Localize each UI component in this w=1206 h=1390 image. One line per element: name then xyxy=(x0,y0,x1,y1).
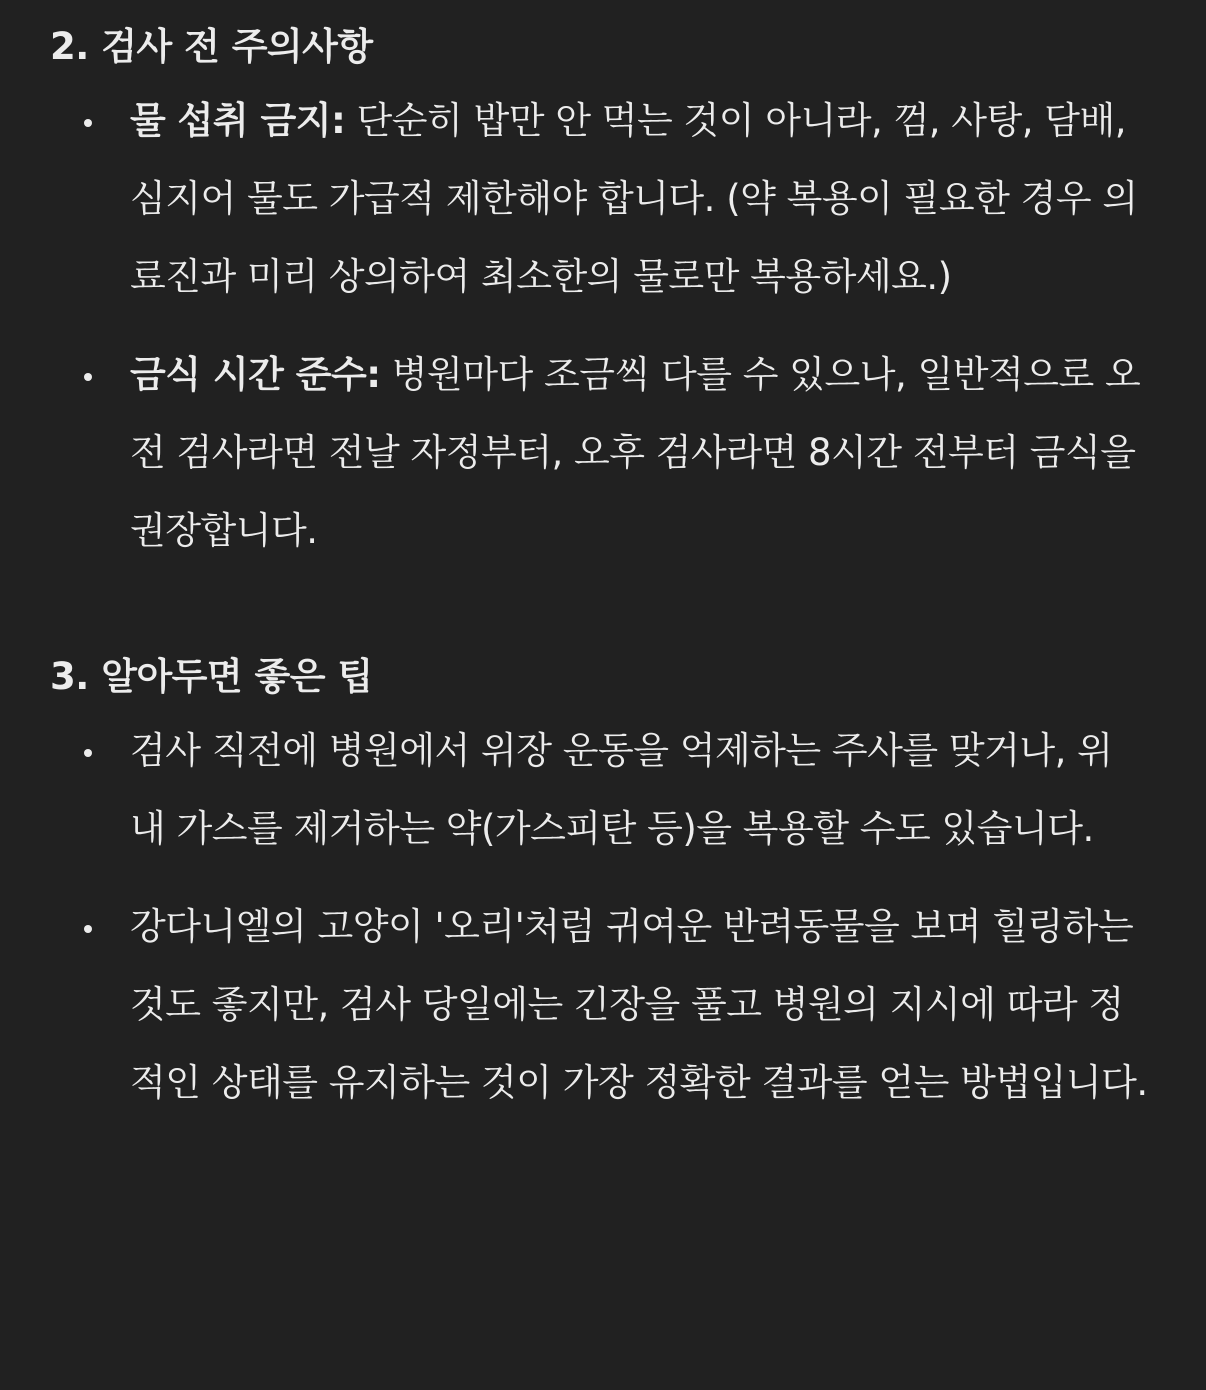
bullet-icon xyxy=(84,119,92,127)
item-text: 검사 직전에 병원에서 위장 운동을 억제하는 주사를 맞거나, 위 내 가스를 제거하는 약(가스피탄 등)을 복용할 수도 있습니다. xyxy=(130,729,1113,850)
bullet-list xyxy=(50,82,1158,570)
item-label: 금식 시간 준수: xyxy=(130,353,381,396)
bullet-list xyxy=(50,712,1158,1122)
bullet-icon xyxy=(84,925,92,933)
section-tips xyxy=(50,652,1158,1122)
section-title: 검사 전 주의사항 xyxy=(101,25,373,68)
item-label: 물 섭취 금지: xyxy=(130,99,346,142)
list-item xyxy=(50,82,1158,316)
item-text: 강다니엘의 고양이 '오리'처럼 귀여운 반려동물을 보며 힐링하는 것도 좋지만, 검사 당일에는 긴장을 풀고 병원의 지시에 따라 정적인 상태를 유지하는 것이 가장 정확한 결과를 얻는 방법입니다. xyxy=(130,905,1148,1104)
section-heading xyxy=(50,652,1158,702)
section-precautions xyxy=(50,22,1158,570)
section-number: 2. xyxy=(50,25,89,68)
item-text: 병원마다 조금씩 다를 수 있으나, 일반적으로 오전 검사라면 전날 자정부터, 오후 검사라면 8시간 전부터 금식을 권장합니다. xyxy=(130,353,1141,552)
section-heading xyxy=(50,22,1158,72)
bullet-icon xyxy=(84,749,92,757)
list-item xyxy=(50,712,1158,868)
list-item xyxy=(50,888,1158,1122)
item-text: 단순히 밥만 안 먹는 것이 아니라, 껌, 사탕, 담배, 심지어 물도 가급적 제한해야 합니다. (약 복용이 필요한 경우 의료진과 미리 상의하여 최소한의 물로만 복용하세요.) xyxy=(130,99,1138,298)
section-title: 알아두면 좋은 팁 xyxy=(101,655,373,698)
list-item xyxy=(50,336,1158,570)
bullet-icon xyxy=(84,373,92,381)
section-number: 3. xyxy=(50,655,89,698)
